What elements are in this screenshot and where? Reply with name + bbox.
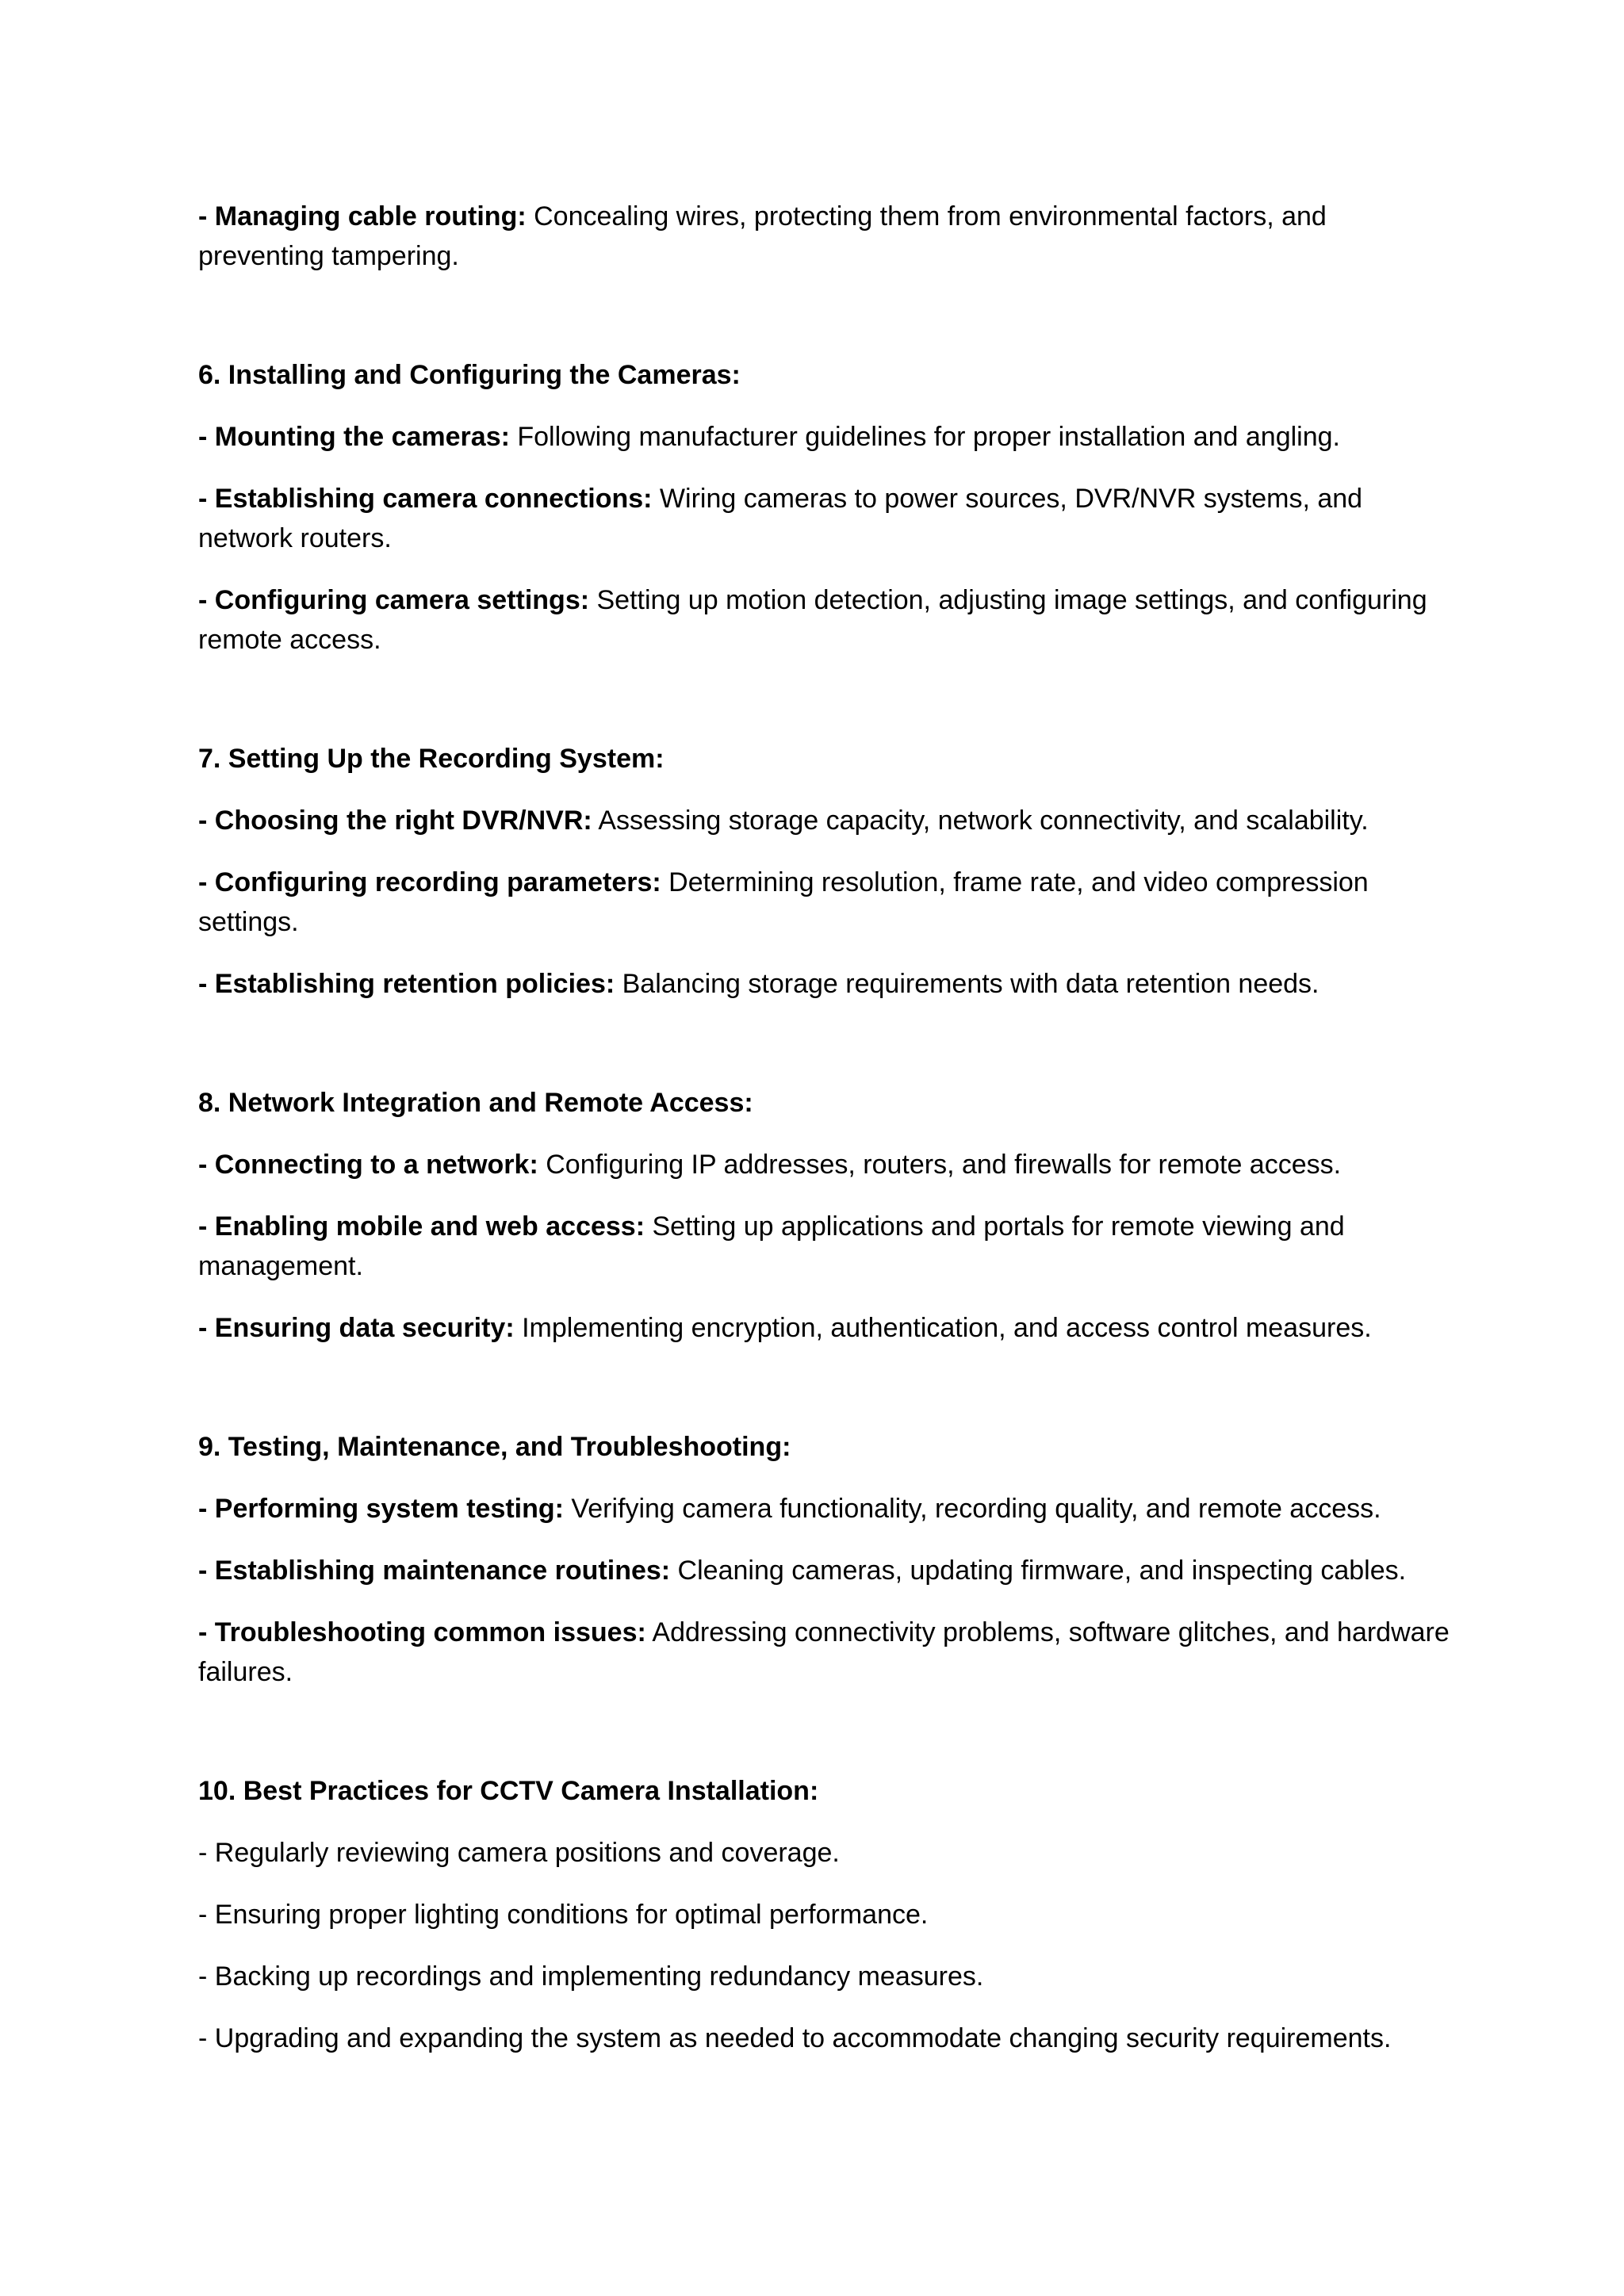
- paragraph-text: Determining resolution, frame rate, and video compression settings.: [198, 867, 1369, 937]
- paragraph-backing-up: [198, 1957, 1451, 1996]
- paragraph-camera-connections: [198, 479, 1451, 558]
- paragraph-text: Following manufacturer guidelines for proper installation and angling.: [509, 422, 1340, 452]
- paragraph-lead: - Troubleshooting common issues:: [198, 1617, 646, 1647]
- paragraph-text: Addressing connectivity problems, software glitches, and hardware failures.: [198, 1617, 1450, 1687]
- document-page: [198, 197, 1451, 2080]
- section-heading-7: 7. Setting Up the Recording System:: [198, 744, 665, 774]
- paragraph-upgrading-system: [198, 2019, 1451, 2058]
- paragraph-lead: - Performing system testing:: [198, 1494, 564, 1524]
- paragraph-retention-policies: [198, 964, 1451, 1004]
- paragraph-lead: - Connecting to a network:: [198, 1150, 538, 1180]
- paragraph-lead: - Ensuring data security:: [198, 1313, 515, 1343]
- paragraph-text: Balancing storage requirements with data retention needs.: [615, 969, 1320, 999]
- paragraph-text: Configuring IP addresses, routers, and firewalls for remote access.: [538, 1150, 1342, 1180]
- paragraph-lighting-conditions: [198, 1895, 1451, 1934]
- paragraph-system-testing: [198, 1489, 1451, 1529]
- paragraph-mobile-web-access: [198, 1207, 1451, 1286]
- paragraph-text: - Backing up recordings and implementing redundancy measures.: [198, 1961, 984, 1992]
- paragraph-recording-parameters: [198, 863, 1451, 942]
- paragraph-lead: - Mounting the cameras:: [198, 422, 510, 452]
- paragraph-lead: - Establishing maintenance routines:: [198, 1556, 671, 1586]
- paragraph-lead: - Establishing retention policies:: [198, 969, 615, 999]
- paragraph-managing-cable-routing: [198, 197, 1451, 276]
- paragraph-text: Verifying camera functionality, recording quality, and remote access.: [563, 1494, 1381, 1524]
- paragraph-text: Setting up motion detection, adjusting image settings, and configuring remote access.: [198, 585, 1427, 655]
- paragraph-data-security: [198, 1308, 1451, 1348]
- paragraph-choosing-dvr-nvr: [198, 801, 1451, 840]
- paragraph-lead: - Choosing the right DVR/NVR:: [198, 806, 592, 836]
- paragraph-maintenance-routines: [198, 1551, 1451, 1590]
- section-heading-10: 10. Best Practices for CCTV Camera Installation:: [198, 1776, 819, 1806]
- paragraph-connecting-network: [198, 1145, 1451, 1184]
- paragraph-lead: - Enabling mobile and web access:: [198, 1211, 645, 1242]
- paragraph-text: Setting up applications and portals for remote viewing and management.: [198, 1211, 1345, 1281]
- paragraph-text: Cleaning cameras, updating firmware, and inspecting cables.: [670, 1556, 1407, 1586]
- section-heading-8: 8. Network Integration and Remote Access:: [198, 1088, 753, 1118]
- paragraph-camera-settings: [198, 580, 1451, 660]
- paragraph-text: Wiring cameras to power sources, DVR/NVR systems, and network routers.: [198, 484, 1363, 553]
- paragraph-text: - Ensuring proper lighting conditions for optimal performance.: [198, 1900, 929, 1930]
- paragraph-text: Concealing wires, protecting them from environmental factors, and preventing tampering.: [198, 201, 1327, 271]
- paragraph-troubleshooting: [198, 1613, 1451, 1692]
- paragraph-lead: - Establishing camera connections:: [198, 484, 653, 514]
- section-heading-6: 6. Installing and Configuring the Cameras:: [198, 360, 741, 390]
- section-heading-9: 9. Testing, Maintenance, and Troubleshooting:: [198, 1432, 791, 1462]
- paragraph-lead: - Managing cable routing:: [198, 201, 527, 232]
- paragraph-text: Assessing storage capacity, network connectivity, and scalability.: [592, 806, 1369, 836]
- paragraph-text: Implementing encryption, authentication, and access control measures.: [514, 1313, 1372, 1343]
- paragraph-text: - Upgrading and expanding the system as needed to accommodate changing security requirements.: [198, 2023, 1392, 2053]
- paragraph-lead: - Configuring camera settings:: [198, 585, 590, 615]
- paragraph-reviewing-positions: [198, 1833, 1451, 1873]
- paragraph-mounting-cameras: [198, 417, 1451, 457]
- paragraph-text: - Regularly reviewing camera positions and coverage.: [198, 1838, 840, 1868]
- paragraph-lead: - Configuring recording parameters:: [198, 867, 661, 897]
